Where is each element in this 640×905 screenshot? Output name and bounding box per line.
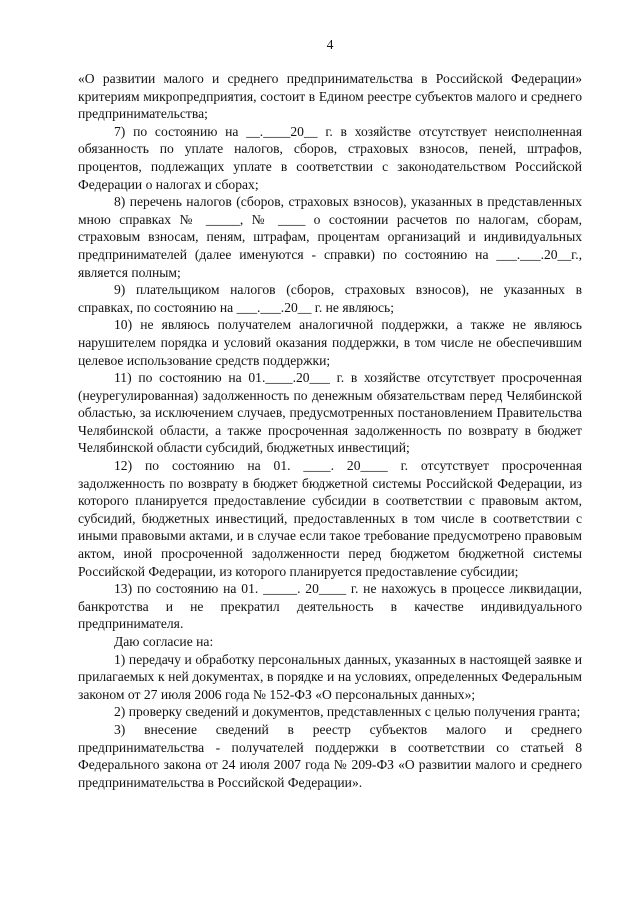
- consent-item-3: 3) внесение сведений в реестр субъектов малого и среднего предпринимательства - получателей поддержки в соответствии со статьей 8 Федерального закона от 24 июля 2007 года № 209-ФЗ «О развитии малого и среднего предпринимательства в Российской Федерации».: [78, 721, 582, 790]
- paragraph-item-8: 8) перечень налогов (сборов, страховых взносов), указанных в представленных мною справках № _____, № ____ о состоянии расчетов по налогам, сборам, страховым взносам, пеням, штрафам, процентам организаций и индивидуальных предпринимателей (далее именуются - справки) по состоянию на ___.___.20__г., является полным;: [78, 194, 582, 280]
- paragraph-item-10: 10) не являюсь получателем аналогичной поддержки, а также не являюсь нарушителем порядка и условий оказания поддержки, в том числе не обеспечившим целевое использование средств поддержки;: [78, 317, 582, 368]
- paragraph-item-11: 11) по состоянию на 01.____.20___ г. в хозяйстве отсутствует просроченная (неурегулированная) задолженность по денежным обязательствам перед Челябинской областью, за исключением случаев, предусмотренных постановлением Правительства Челябинской области, а также просроченная задолженность по возврату в бюджет Челябинской области субсидий, бюджетных инвестиций;: [78, 370, 582, 456]
- consent-item-1: 1) передачу и обработку персональных данных, указанных в настоящей заявке и прилагаемых к ней документах, в порядке и на условиях, определенных Федеральным законом от 27 июля 2006 года № 152-ФЗ «О персональных данных»;: [78, 651, 582, 702]
- document-page: [78, 0, 582, 905]
- paragraph-continuation: «О развитии малого и среднего предпринимательства в Российской Федерации» критериям микропредприятия, состоит в Едином реестре субъектов малого и среднего предпринимательства;: [78, 71, 582, 122]
- paragraph-item-7: 7) по состоянию на __.____20__ г. в хозяйстве отсутствует неисполненная обязанность по уплате налогов, сборов, страховых взносов, пеней, штрафов, процентов, подлежащих уплате в соответствии с законодательством Российской Федерации о налогах и сборах;: [78, 123, 582, 192]
- paragraph-item-13: 13) по состоянию на 01. _____. 20____ г. не нахожусь в процессе ликвидации, банкротства и не прекратил деятельность в качестве индивидуального предпринимателя.: [78, 581, 582, 632]
- paragraph-item-9: 9) плательщиком налогов (сборов, страховых взносов), не указанных в справках, по состоянию на ___.___.20__ г. не являюсь;: [78, 282, 582, 315]
- consent-item-2: 2) проверку сведений и документов, представленных с целью получения гранта;: [114, 704, 581, 720]
- page-number: 4: [326, 37, 334, 52]
- document-body: [78, 70, 582, 791]
- paragraph-item-12: 12) по состоянию на 01. ____. 20____ г. отсутствует просроченная задолженность по возврату в бюджет бюджетной системы Российской Федерации, из которого планируется предоставление субсидии в соответствии с правовым актом, субсидий, бюджетных инвестиций, предоставленных в том числе в соответствии с иными правовыми актами, и в случае если такое требование предусмотрено правовым актом, иной просроченной задолженности перед бюджетом бюджетной системы Российской Федерации, из которого планируется предоставление субсидии;: [78, 458, 582, 579]
- consent-heading: Даю согласие на:: [114, 634, 214, 649]
